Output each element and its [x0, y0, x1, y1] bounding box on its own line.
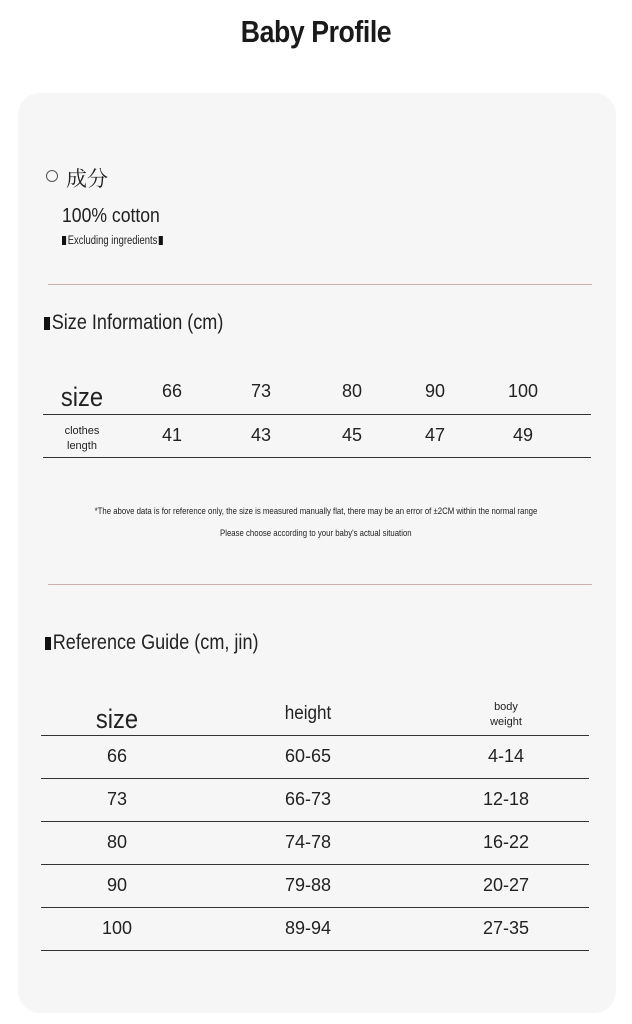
- ref-size-cell: 100: [101, 918, 133, 938]
- size-header-cell: 100: [507, 381, 539, 401]
- ref-weight-header: [476, 700, 536, 730]
- composition-label: 成分: [66, 167, 108, 191]
- clothes-length-cell: 49: [512, 425, 534, 445]
- clothes-length-cell: 47: [424, 425, 446, 445]
- table-rule: [43, 414, 591, 415]
- size-header-cell: 80: [341, 381, 363, 401]
- size-header-cell: 90: [424, 381, 446, 401]
- table-rule: [43, 457, 591, 458]
- box-glyph-icon: [159, 236, 163, 245]
- divider: [48, 284, 592, 285]
- clothes-length-cell: 43: [250, 425, 272, 445]
- ref-height-cell: 60-65: [284, 746, 332, 766]
- table-rule: [41, 735, 589, 736]
- reference-guide-title: [45, 631, 259, 655]
- circle-bullet-icon: [46, 170, 58, 182]
- table-rule: [41, 821, 589, 822]
- page-title: Baby Profile: [240, 14, 392, 49]
- ref-height-cell: 74-78: [284, 832, 332, 852]
- ref-height-cell: 79-88: [284, 875, 332, 895]
- ref-weight-cell: 20-27: [482, 875, 530, 895]
- row-label-line: clothes: [64, 425, 100, 437]
- disclaimer-line: *The above data is for reference only, the size is measured manually flat, there may be an error of ±2CM within the normal range: [94, 506, 538, 517]
- size-info-title-text: Size Information (cm): [51, 311, 224, 334]
- ref-height-cell: 66-73: [284, 789, 332, 809]
- divider: [48, 584, 592, 585]
- clothes-length-cell: 41: [161, 425, 183, 445]
- reference-disclaimer: [0, 506, 632, 517]
- composition-note-text: Excluding ingredients: [67, 235, 158, 247]
- disclaimer-line: Please choose according to your baby's actual situation: [220, 528, 412, 539]
- ref-size-cell: 80: [106, 832, 128, 852]
- size-info-title: [44, 311, 223, 335]
- box-glyph-icon: [45, 637, 51, 650]
- ref-weight-cell: 4-14: [487, 746, 525, 766]
- ref-size-cell: 66: [106, 746, 128, 766]
- ref-weight-cell: 27-35: [482, 918, 530, 938]
- row-label-line: length: [67, 440, 97, 452]
- composition-value: 100% cotton: [62, 205, 160, 227]
- box-glyph-icon: [44, 317, 50, 330]
- ref-size-cell: 73: [106, 789, 128, 809]
- table-rule: [41, 778, 589, 779]
- box-glyph-icon: [62, 236, 66, 245]
- ref-size-cell: 90: [106, 875, 128, 895]
- composition-note: [62, 235, 165, 247]
- ref-weight-cell: 12-18: [482, 789, 530, 809]
- ref-height-header: height: [284, 703, 332, 724]
- row-label-clothes-length: [52, 424, 112, 454]
- ref-weight-cell: 16-22: [482, 832, 530, 852]
- size-header-cell: 73: [250, 381, 272, 401]
- size-header-cell: 66: [161, 381, 183, 401]
- table-rule: [41, 950, 589, 951]
- clothes-length-cell: 45: [341, 425, 363, 445]
- table-rule: [41, 864, 589, 865]
- weight-header-line: weight: [490, 716, 522, 728]
- ref-height-cell: 89-94: [284, 918, 332, 938]
- ref-size-header: size: [95, 704, 139, 734]
- weight-header-line: body: [494, 701, 518, 713]
- reference-disclaimer-2: [0, 528, 632, 539]
- reference-guide-title-text: Reference Guide (cm, jin): [52, 631, 259, 654]
- table-rule: [41, 907, 589, 908]
- size-column-header: size: [60, 382, 104, 412]
